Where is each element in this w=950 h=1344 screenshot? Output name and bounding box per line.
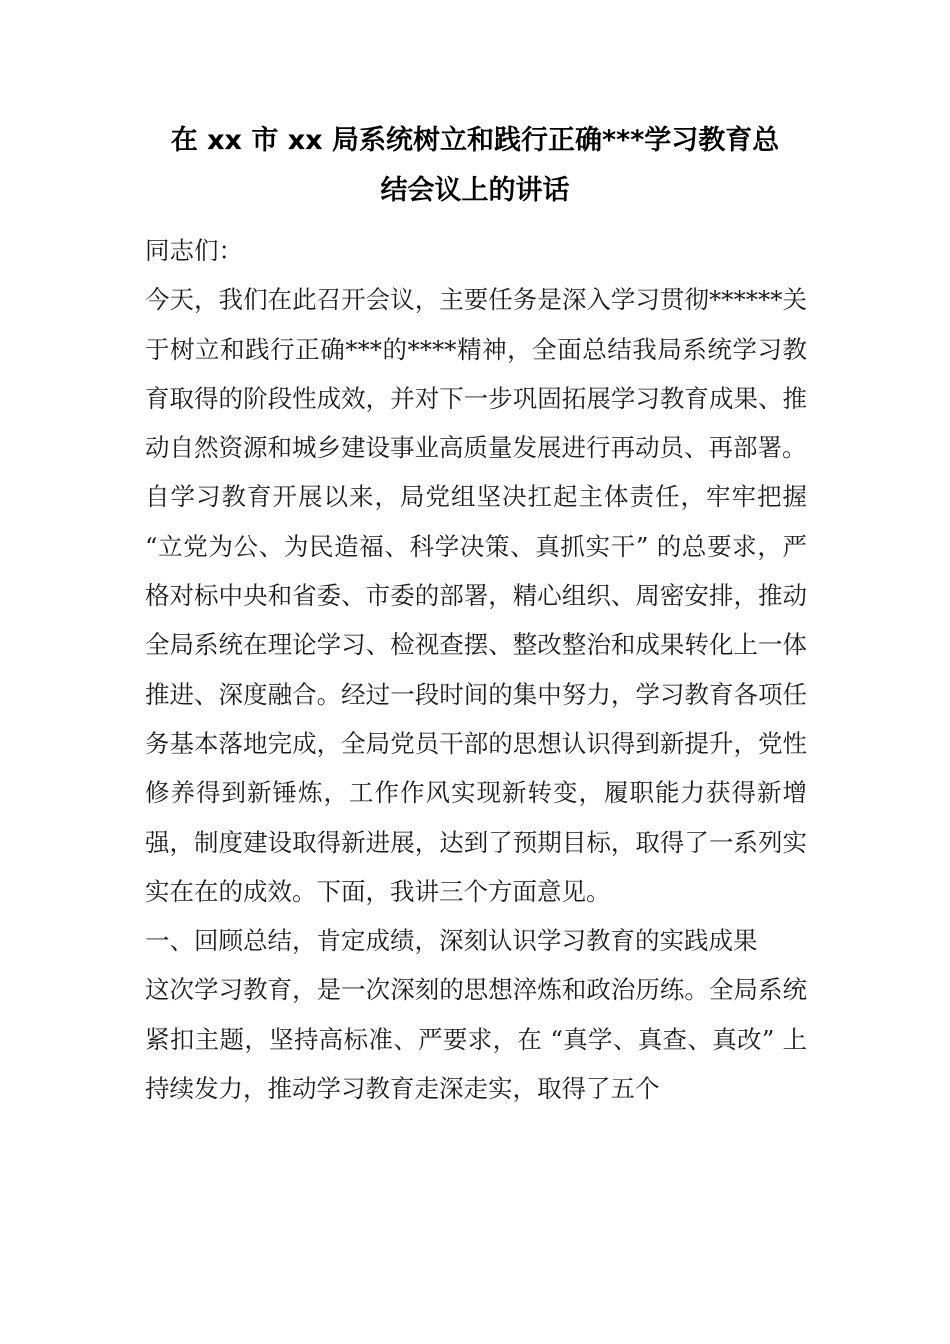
title-line-1: 在 xx 市 xx 局系统树立和践行正确***学习教育总 bbox=[170, 125, 780, 156]
document-body bbox=[145, 226, 807, 1113]
paragraph-summary: 自学习教育开展以来，局党组坚决扛起主体责任，牢牢把握 “立党为公、为民造福、科学决策、真抓实干” 的总要求，严格对标中央和省委、市委的部署，精心组织、周密安排，推动全局系统在理论学习、检视查摆、整改整治和成果转化上一体推进、深度融合。经过一段时间的集中努力，学习教育各项任务基本落地完成，全局党员干部的思想认识得到新提升，党性修养得到新锤炼，工作作风实现新转变，履职能力获得新增强，制度建设取得新进展，达到了预期目标，取得了一系列实实在在的成效。下面，我讲三个方面意见。 bbox=[145, 482, 807, 906]
title-line-2: 结会议上的讲话 bbox=[380, 175, 570, 206]
document-title bbox=[145, 116, 805, 216]
salutation: 同志们： bbox=[145, 236, 243, 265]
section-heading: 一、回顾总结，肯定成绩，深刻认识学习教育的实践成果 bbox=[145, 926, 758, 956]
section-paragraph: 这次学习教育，是一次深刻的思想淬炼和政治历练。全局系统紧扣主题，坚持高标准、严要求，在 “真学、真查、真改” 上持续发力，推动学习教育走深走实，取得了五个 bbox=[145, 975, 807, 1104]
paragraph-opening: 今天，我们在此召开会议，主要任务是深入学习贯彻******关于树立和践行正确***的****精神，全面总结我局系统学习教育取得的阶段性成效，并对下一步巩固拓展学习教育成果、推动自然资源和城乡建设事业高质量发展进行再动员、再部署。 bbox=[145, 285, 807, 463]
